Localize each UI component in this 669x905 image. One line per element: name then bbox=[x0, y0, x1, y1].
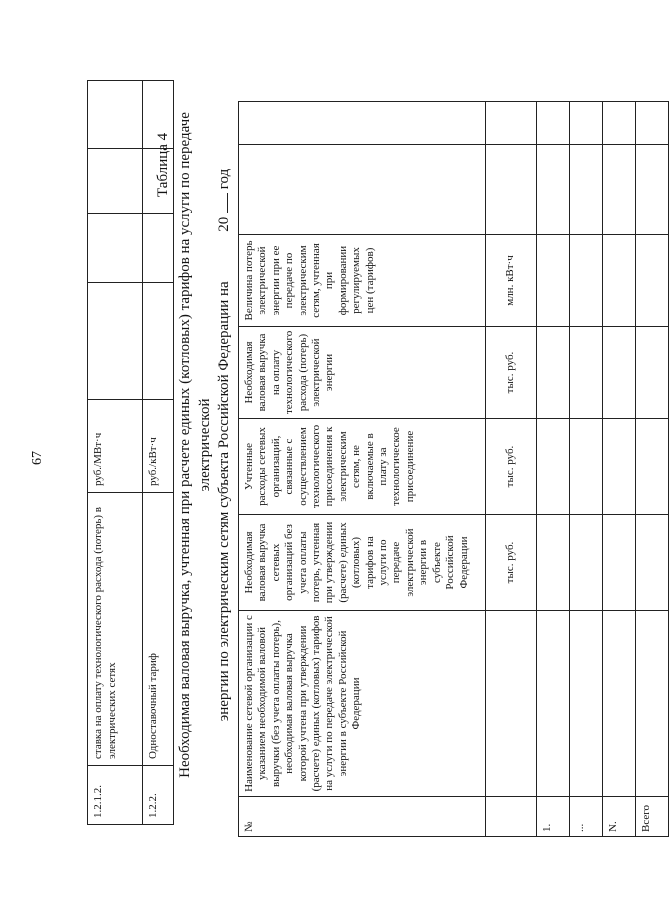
empty-cell bbox=[143, 283, 174, 400]
table-row bbox=[537, 102, 570, 837]
year-suffix: год bbox=[216, 168, 232, 190]
empty-cell bbox=[88, 149, 143, 214]
year-prefix: 20 bbox=[216, 216, 232, 232]
row-unit: руб./МВт·ч bbox=[88, 400, 143, 493]
row-text: ставка на оплату технологического расхода (потерь) в электрических сетях bbox=[88, 493, 143, 766]
title-line-2 bbox=[215, 65, 235, 825]
row-number: 1.2.2. bbox=[143, 766, 174, 825]
header-losses-volume: Величина потерь электрической энергии при ее передаче по электрическим сетям, учтенная при формировании регулируемых цен (тарифов) bbox=[239, 235, 486, 327]
table-row bbox=[603, 102, 636, 837]
unit-cell bbox=[486, 611, 537, 797]
row-label: N. bbox=[603, 797, 636, 837]
header-empty bbox=[239, 145, 486, 235]
empty-cell bbox=[88, 283, 143, 400]
row-label: Всего bbox=[636, 797, 669, 837]
header-losses-revenue: Необходимая валовая выручка на оплату технологического расхода (потерь) электрической энергии bbox=[239, 327, 486, 419]
main-table bbox=[238, 101, 669, 837]
header-empty bbox=[239, 102, 486, 145]
table-row bbox=[88, 81, 143, 825]
header-connection-costs: Учтенные расходы сетевых организаций, связанные с осуществлением технологического присоединения к электрическим сетям, не включаемые в плату за технологическое присоединение bbox=[239, 419, 486, 515]
year-underline bbox=[227, 193, 228, 213]
unit-cell: млн. кВт·ч bbox=[486, 235, 537, 327]
title-line-2-text: энергии по электрическим сетям субъекта Российской Федерации на bbox=[216, 277, 232, 722]
row-number: 1.2.1.2. bbox=[88, 766, 143, 825]
row-label: ... bbox=[570, 797, 603, 837]
unit-cell bbox=[486, 145, 537, 235]
row-text: Одноставочный тариф bbox=[143, 493, 174, 766]
page-number: 67 bbox=[30, 451, 45, 465]
row-label: 1. bbox=[537, 797, 570, 837]
unit-cell: тыс. руб. bbox=[486, 515, 537, 611]
unit-cell: тыс. руб. bbox=[486, 419, 537, 515]
header-row bbox=[239, 102, 486, 837]
table-label: Таблица 4 bbox=[155, 132, 171, 197]
header-organization: Наименование сетевой организации с указанием необходимой валовой выручки (без учета оплаты потерь), необходимая валовая выручка которой учтена при утверждении (расчете) единых (котловых) тарифов на услуги по передаче электрической энергии в субъекте Российской Федерации bbox=[239, 611, 486, 797]
empty-cell bbox=[88, 81, 143, 149]
unit-cell bbox=[486, 797, 537, 837]
units-row bbox=[486, 102, 537, 837]
header-number: № bbox=[239, 797, 486, 837]
header-gross-revenue: Необходимая валовая выручка сетевых организаций без учета оплаты потерь, учтенная при утверждении (расчете) единых (котловых) тарифов на услуги по передаче электрической энергии в субъекте Российской Федерации bbox=[239, 515, 486, 611]
row-unit: руб./кВт·ч bbox=[143, 400, 174, 493]
unit-cell: тыс. руб. bbox=[486, 327, 537, 419]
title-line-1: Необходимая валовая выручка, учтенная при расчете единых (котловых) тарифов на услуги по передаче электрической bbox=[177, 112, 213, 778]
table-title bbox=[176, 65, 235, 825]
empty-cell bbox=[143, 214, 174, 283]
empty-cell bbox=[88, 214, 143, 283]
table-row bbox=[570, 102, 603, 837]
unit-cell bbox=[486, 102, 537, 145]
table-row bbox=[636, 102, 669, 837]
